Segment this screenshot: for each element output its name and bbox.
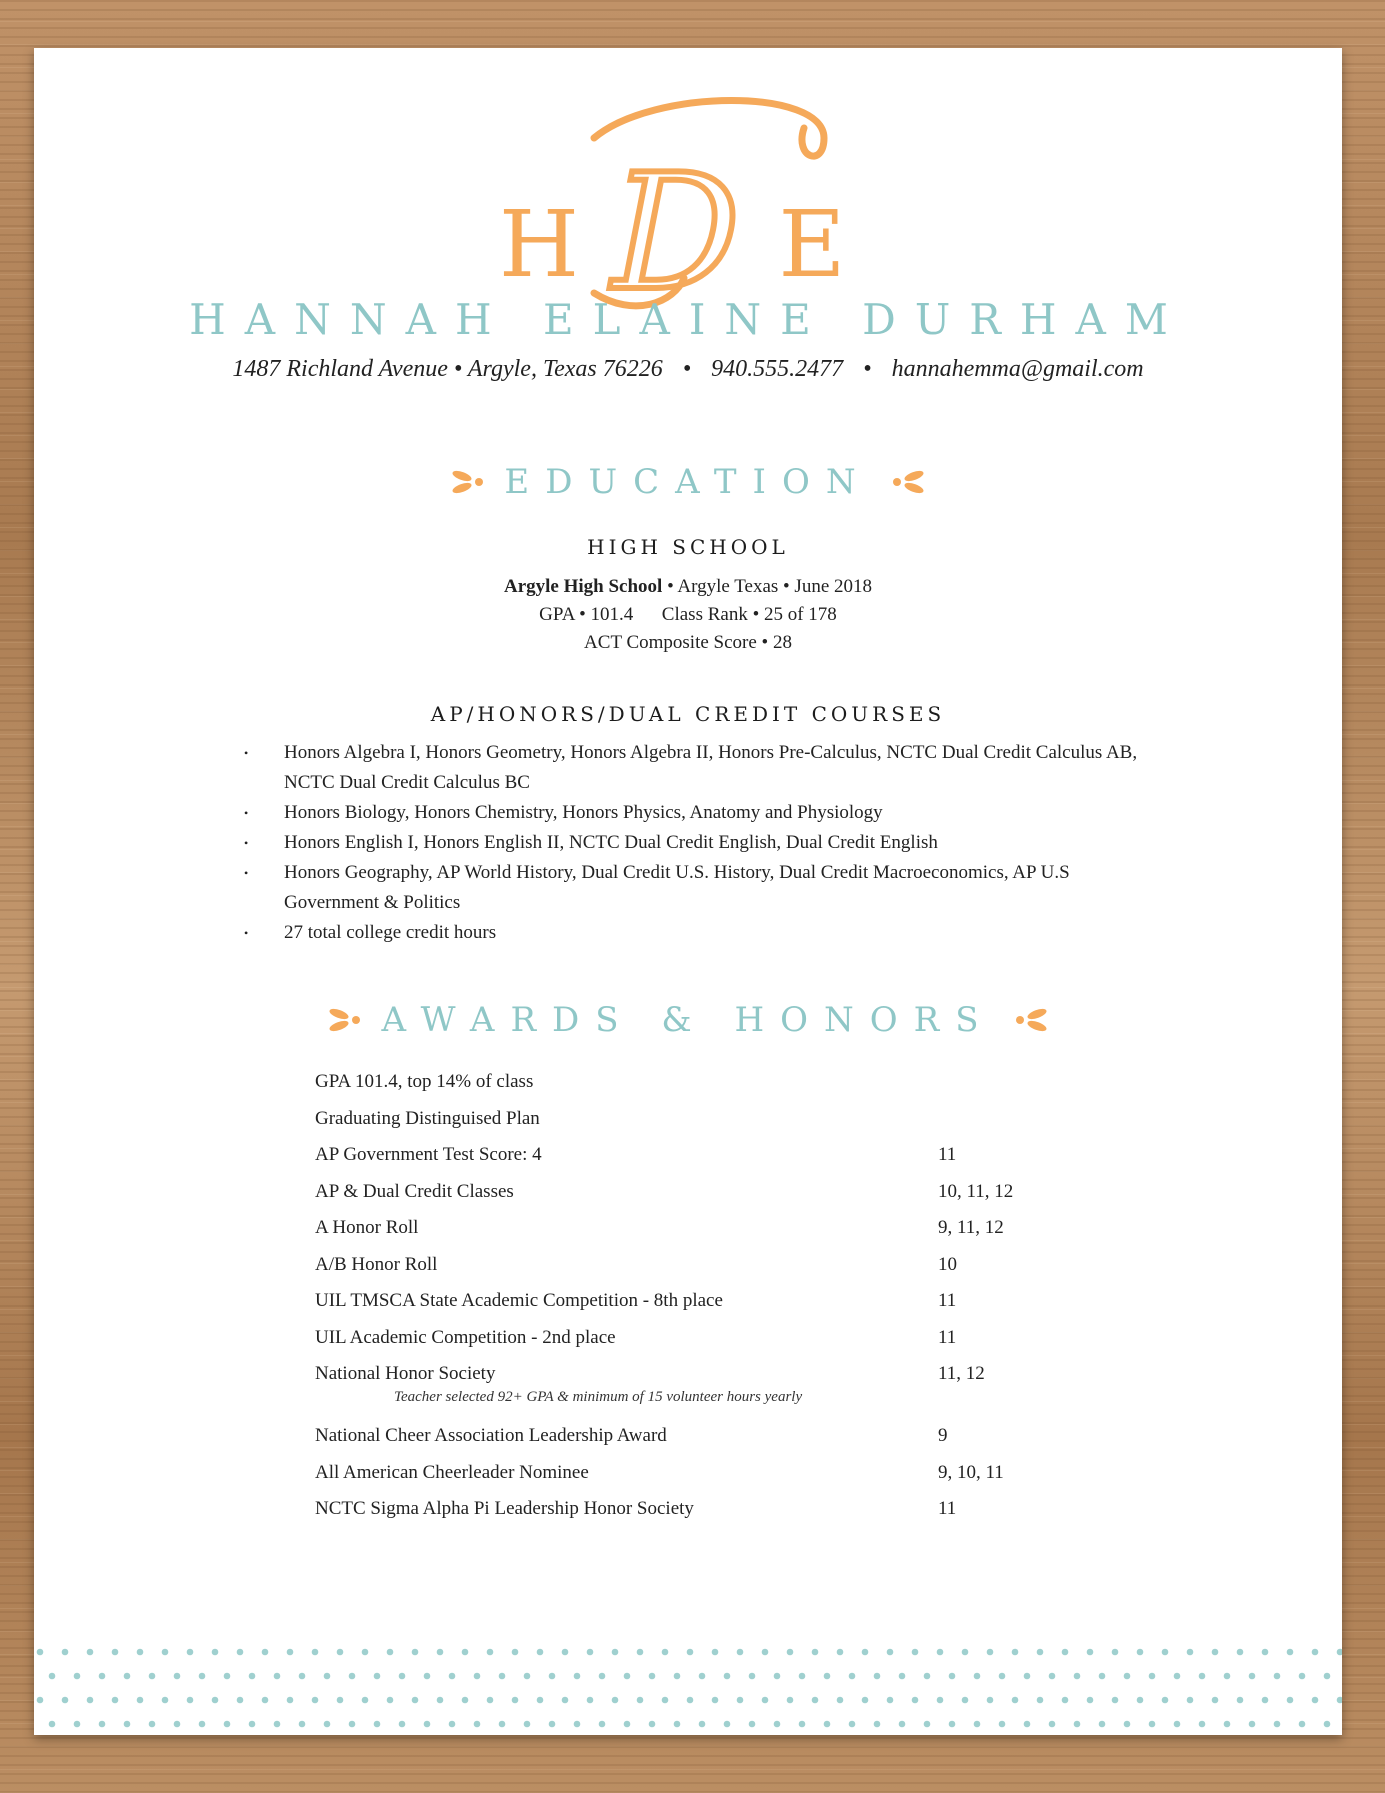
dot-icon	[124, 1673, 131, 1680]
dot-icon	[1137, 1649, 1144, 1656]
dot-icon	[487, 1697, 494, 1704]
dot-icon	[499, 1721, 506, 1728]
dot-icon	[387, 1697, 394, 1704]
dot-icon	[512, 1649, 519, 1656]
dot-icon	[349, 1673, 356, 1680]
award-years: 11, 12	[938, 1363, 985, 1384]
dot-icon	[537, 1697, 544, 1704]
dot-icon	[999, 1721, 1006, 1728]
school-line	[34, 576, 1342, 598]
dot-icon	[449, 1673, 456, 1680]
dot-icon	[887, 1649, 894, 1656]
dot-icon	[287, 1697, 294, 1704]
dot-icon	[512, 1697, 519, 1704]
dot-icon	[1162, 1649, 1169, 1656]
award-label: National Honor Society	[315, 1363, 496, 1384]
award-years: 9	[938, 1425, 948, 1446]
dot-icon	[737, 1697, 744, 1704]
dot-icon	[549, 1673, 556, 1680]
dot-icon	[912, 1697, 919, 1704]
dot-icon	[974, 1673, 981, 1680]
dot-icon	[412, 1649, 419, 1656]
table-row	[315, 1290, 1075, 1327]
dot-icon	[1012, 1649, 1019, 1656]
dot-icon	[612, 1649, 619, 1656]
dot-icon	[412, 1697, 419, 1704]
separator: •	[863, 356, 872, 382]
list-item: • 27 total college credit hours	[244, 918, 1144, 948]
dot-icon	[1099, 1721, 1106, 1728]
dot-icon	[749, 1721, 756, 1728]
address: 1487 Richland Avenue • Argyle, Texas 76226	[232, 356, 663, 382]
dot-icon	[749, 1673, 756, 1680]
dot-icon	[49, 1673, 56, 1680]
resume-page	[34, 48, 1342, 1735]
list-item: • Honors Algebra I, Honors Geometry, Honors Algebra II, Honors Pre-Calculus, NCTC Dual Credit Calculus AB, NCTC Dual Credit Calculus BC	[244, 738, 1144, 798]
dot-icon	[399, 1673, 406, 1680]
dot-icon	[624, 1673, 631, 1680]
dot-icon	[1012, 1697, 1019, 1704]
dot-icon	[799, 1721, 806, 1728]
dot-icon	[1199, 1721, 1206, 1728]
dot-icon	[349, 1721, 356, 1728]
dot-icon	[1024, 1721, 1031, 1728]
dot-icon	[862, 1697, 869, 1704]
dot-icon	[437, 1697, 444, 1704]
dot-pattern-decoration	[34, 1640, 1342, 1735]
dot-icon	[1162, 1697, 1169, 1704]
dot-icon	[174, 1721, 181, 1728]
dot-icon	[499, 1673, 506, 1680]
monogram-left-letter: H	[498, 191, 580, 298]
award-years: 9, 10, 11	[938, 1461, 1004, 1483]
awards-table	[315, 1071, 1075, 1535]
dot-icon	[199, 1721, 206, 1728]
list-item: • Honors English I, Honors English II, NCTC Dual Credit English, Dual Credit English	[244, 828, 1144, 858]
dot-icon	[1212, 1649, 1219, 1656]
list-item: • Honors Biology, Honors Chemistry, Honors Physics, Anatomy and Physiology	[244, 798, 1144, 828]
dot-icon	[737, 1649, 744, 1656]
dot-icon	[1112, 1697, 1119, 1704]
dot-icon	[1237, 1697, 1244, 1704]
award-label: AP & Dual Credit Classes	[315, 1180, 514, 1202]
dot-icon	[899, 1721, 906, 1728]
dot-icon	[862, 1649, 869, 1656]
dot-icon	[1287, 1697, 1294, 1704]
act-line: ACT Composite Score • 28	[584, 632, 792, 653]
dot-icon	[574, 1721, 581, 1728]
award-label: A/B Honor Roll	[315, 1253, 438, 1275]
dot-icon	[1287, 1649, 1294, 1656]
dot-icon	[374, 1673, 381, 1680]
dot-icon	[924, 1721, 931, 1728]
dot-icon	[1124, 1673, 1131, 1680]
dot-icon	[474, 1673, 481, 1680]
dot-icon	[224, 1721, 231, 1728]
dot-icon	[1099, 1673, 1106, 1680]
dot-icon	[162, 1697, 169, 1704]
flourish-left-icon	[450, 467, 486, 497]
dot-icon	[699, 1673, 706, 1680]
dot-icon	[1124, 1721, 1131, 1728]
dot-icon	[1174, 1673, 1181, 1680]
dot-icon	[987, 1649, 994, 1656]
dot-icon	[1262, 1697, 1269, 1704]
dot-icon	[1262, 1649, 1269, 1656]
dot-icon	[849, 1673, 856, 1680]
award-label: AP Government Test Score: 4	[315, 1144, 542, 1165]
dot-icon	[1062, 1649, 1069, 1656]
table-row	[315, 1071, 1075, 1108]
dot-icon	[1337, 1697, 1342, 1704]
dot-icon	[662, 1649, 669, 1656]
dot-icon	[599, 1721, 606, 1728]
dot-icon	[424, 1721, 431, 1728]
table-row	[315, 1108, 1075, 1145]
dot-icon	[612, 1697, 619, 1704]
dot-icon	[637, 1697, 644, 1704]
dot-icon	[249, 1673, 256, 1680]
flourish-right-icon	[1013, 1005, 1049, 1035]
dot-icon	[1299, 1673, 1306, 1680]
dot-icon	[649, 1673, 656, 1680]
dot-icon	[174, 1673, 181, 1680]
award-years: 9, 11, 12	[938, 1217, 1004, 1238]
dot-icon	[712, 1649, 719, 1656]
dot-icon	[62, 1649, 69, 1656]
dot-icon	[687, 1649, 694, 1656]
table-row	[315, 1144, 1075, 1181]
dot-icon	[62, 1697, 69, 1704]
dot-icon	[387, 1649, 394, 1656]
dot-icon	[1249, 1673, 1256, 1680]
table-row	[315, 1462, 1075, 1499]
dot-icon	[574, 1673, 581, 1680]
award-years: 11	[938, 1144, 957, 1165]
dot-icon	[774, 1721, 781, 1728]
dot-icon	[924, 1673, 931, 1680]
dot-icon	[824, 1673, 831, 1680]
school-details: • Argyle Texas • June 2018	[662, 576, 873, 597]
dot-icon	[99, 1721, 106, 1728]
dot-icon	[274, 1673, 281, 1680]
dot-icon	[424, 1673, 431, 1680]
dot-icon	[49, 1721, 56, 1728]
dot-icon	[249, 1721, 256, 1728]
award-note: Teacher selected 92+ GPA & minimum of 15 volunteer hours yearly	[394, 1389, 803, 1405]
dot-icon	[762, 1649, 769, 1656]
dot-icon	[137, 1649, 144, 1656]
dot-icon	[437, 1649, 444, 1656]
dot-icon	[112, 1649, 119, 1656]
dot-icon	[1024, 1673, 1031, 1680]
dot-icon	[1149, 1721, 1156, 1728]
education-title: EDUCATION	[504, 462, 872, 502]
dot-icon	[1274, 1673, 1281, 1680]
gpa-rank-line: GPA • 101.4 Class Rank • 25 of 178	[539, 604, 837, 625]
dot-icon	[962, 1697, 969, 1704]
dot-icon	[724, 1673, 731, 1680]
separator: •	[682, 356, 692, 382]
dot-icon	[524, 1673, 531, 1680]
table-row	[315, 1254, 1075, 1291]
dot-icon	[37, 1697, 44, 1704]
awards-title: AWARDS & HONORS	[381, 1000, 995, 1040]
dot-icon	[1087, 1649, 1094, 1656]
dot-icon	[524, 1721, 531, 1728]
dot-icon	[537, 1649, 544, 1656]
dot-icon	[224, 1673, 231, 1680]
award-years: 11	[938, 1498, 957, 1519]
dot-icon	[724, 1721, 731, 1728]
dot-icon	[549, 1721, 556, 1728]
dot-icon	[237, 1697, 244, 1704]
dot-icon	[87, 1697, 94, 1704]
dot-icon	[774, 1673, 781, 1680]
dot-icon	[287, 1649, 294, 1656]
school-name: Argyle High School	[503, 576, 663, 597]
dot-icon	[1224, 1673, 1231, 1680]
award-years: 10	[938, 1253, 957, 1275]
dot-icon	[562, 1697, 569, 1704]
dot-icon	[699, 1721, 706, 1728]
dot-icon	[462, 1697, 469, 1704]
dot-icon	[299, 1721, 306, 1728]
award-years: 10, 11, 12	[938, 1180, 1014, 1202]
dot-icon	[874, 1721, 881, 1728]
dot-icon	[1324, 1673, 1331, 1680]
award-label: National Cheer Association Leadership Award	[315, 1425, 667, 1446]
dot-icon	[362, 1649, 369, 1656]
awards-header	[34, 1000, 1342, 1040]
courses-list	[244, 738, 1144, 948]
award-label: All American Cheerleader Nominee	[315, 1461, 589, 1483]
dot-icon	[149, 1673, 156, 1680]
candidate-name: HANNAH ELAINE DURHAM	[189, 295, 1187, 344]
courses-heading: AP/HONORS/DUAL CREDIT COURSES	[430, 702, 946, 726]
flourish-left-icon	[327, 1005, 363, 1035]
dot-icon	[674, 1721, 681, 1728]
dot-icon	[474, 1721, 481, 1728]
dot-icon	[1187, 1649, 1194, 1656]
dot-icon	[899, 1673, 906, 1680]
dot-icon	[1074, 1721, 1081, 1728]
dot-icon	[212, 1649, 219, 1656]
dot-icon	[399, 1721, 406, 1728]
dot-icon	[762, 1697, 769, 1704]
dot-icon	[274, 1721, 281, 1728]
dot-icon	[1299, 1721, 1306, 1728]
dot-icon	[624, 1721, 631, 1728]
dot-icon	[37, 1649, 44, 1656]
dot-icon	[974, 1721, 981, 1728]
dot-icon	[337, 1649, 344, 1656]
dot-icon	[649, 1721, 656, 1728]
dot-icon	[312, 1697, 319, 1704]
dot-icon	[362, 1697, 369, 1704]
award-years: 11	[938, 1326, 957, 1348]
list-item: • Honors Geography, AP World History, Dual Credit U.S. History, Dual Credit Macroeconomics, AP U.S Government & Politics	[244, 858, 1144, 918]
dot-icon	[124, 1721, 131, 1728]
dot-icon	[812, 1697, 819, 1704]
dot-icon	[562, 1649, 569, 1656]
dot-icon	[962, 1649, 969, 1656]
dot-icon	[587, 1649, 594, 1656]
dot-icon	[137, 1697, 144, 1704]
dot-icon	[787, 1649, 794, 1656]
dot-icon	[987, 1697, 994, 1704]
dot-icon	[1049, 1673, 1056, 1680]
dot-icon	[949, 1673, 956, 1680]
table-row	[315, 1363, 1075, 1425]
dot-icon	[112, 1697, 119, 1704]
dot-icon	[1337, 1649, 1342, 1656]
phone: 940.555.2477	[711, 356, 844, 382]
dot-icon	[1037, 1697, 1044, 1704]
dot-icon	[837, 1649, 844, 1656]
dot-icon	[212, 1697, 219, 1704]
dot-icon	[912, 1649, 919, 1656]
dot-icon	[324, 1673, 331, 1680]
dot-icon	[162, 1649, 169, 1656]
award-label: Graduating Distinguised Plan	[315, 1107, 540, 1129]
dot-icon	[187, 1649, 194, 1656]
dot-icon	[1062, 1697, 1069, 1704]
dot-icon	[1224, 1721, 1231, 1728]
dot-icon	[99, 1673, 106, 1680]
dot-icon	[674, 1673, 681, 1680]
dot-icon	[999, 1673, 1006, 1680]
education-header	[34, 462, 1342, 502]
table-row	[315, 1498, 1075, 1535]
dot-icon	[1087, 1697, 1094, 1704]
dot-icon	[1274, 1721, 1281, 1728]
dot-icon	[687, 1697, 694, 1704]
monogram-center-letter: D	[611, 139, 741, 326]
monogram-right-letter: E	[778, 191, 846, 298]
dot-icon	[1199, 1673, 1206, 1680]
dot-icon	[1037, 1649, 1044, 1656]
dot-icon	[787, 1697, 794, 1704]
dot-icon	[1174, 1721, 1181, 1728]
dot-icon	[312, 1649, 319, 1656]
dot-icon	[1149, 1673, 1156, 1680]
contact-line	[34, 356, 1342, 383]
dot-icon	[299, 1673, 306, 1680]
dot-icon	[187, 1697, 194, 1704]
dot-icon	[874, 1673, 881, 1680]
dot-icon	[149, 1721, 156, 1728]
email: hannahemma@gmail.com	[891, 356, 1144, 382]
dot-icon	[849, 1721, 856, 1728]
dot-icon	[887, 1697, 894, 1704]
dot-icon	[837, 1697, 844, 1704]
dot-icon	[262, 1649, 269, 1656]
dot-icon	[662, 1697, 669, 1704]
flourish-right-icon	[890, 467, 926, 497]
table-row	[315, 1425, 1075, 1462]
dot-icon	[1049, 1721, 1056, 1728]
award-label: A Honor Roll	[315, 1217, 419, 1238]
dot-icon	[1312, 1649, 1319, 1656]
dot-icon	[1187, 1697, 1194, 1704]
dot-icon	[1312, 1697, 1319, 1704]
dot-icon	[74, 1721, 81, 1728]
dot-icon	[487, 1649, 494, 1656]
dot-icon	[824, 1721, 831, 1728]
dot-icon	[324, 1721, 331, 1728]
award-label: UIL TMSCA State Academic Competition - 8th place	[315, 1290, 723, 1311]
dot-icon	[1212, 1697, 1219, 1704]
dot-icon	[462, 1649, 469, 1656]
dot-icon	[937, 1649, 944, 1656]
dot-icon	[937, 1697, 944, 1704]
dot-icon	[799, 1673, 806, 1680]
dot-icon	[712, 1697, 719, 1704]
table-row	[315, 1217, 1075, 1254]
dot-icon	[449, 1721, 456, 1728]
dot-icon	[199, 1673, 206, 1680]
high-school-heading: HIGH SCHOOL	[587, 535, 789, 559]
dot-icon	[1074, 1673, 1081, 1680]
dot-icon	[812, 1649, 819, 1656]
dot-icon	[1112, 1649, 1119, 1656]
award-label: GPA 101.4, top 14% of class	[315, 1071, 534, 1092]
award-years: 11	[938, 1290, 957, 1311]
dot-icon	[1237, 1649, 1244, 1656]
award-label: UIL Academic Competition - 2nd place	[315, 1326, 616, 1348]
dot-icon	[1137, 1697, 1144, 1704]
dot-icon	[374, 1721, 381, 1728]
table-row	[315, 1181, 1075, 1218]
dot-icon	[87, 1649, 94, 1656]
dot-icon	[949, 1721, 956, 1728]
dot-icon	[1324, 1721, 1331, 1728]
dot-icon	[637, 1649, 644, 1656]
dot-icon	[1249, 1721, 1256, 1728]
dot-icon	[599, 1673, 606, 1680]
dot-icon	[237, 1649, 244, 1656]
dot-icon	[74, 1673, 81, 1680]
award-label: NCTC Sigma Alpha Pi Leadership Honor Society	[315, 1498, 694, 1519]
dot-icon	[337, 1697, 344, 1704]
table-row	[315, 1327, 1075, 1364]
dot-icon	[587, 1697, 594, 1704]
dot-icon	[262, 1697, 269, 1704]
